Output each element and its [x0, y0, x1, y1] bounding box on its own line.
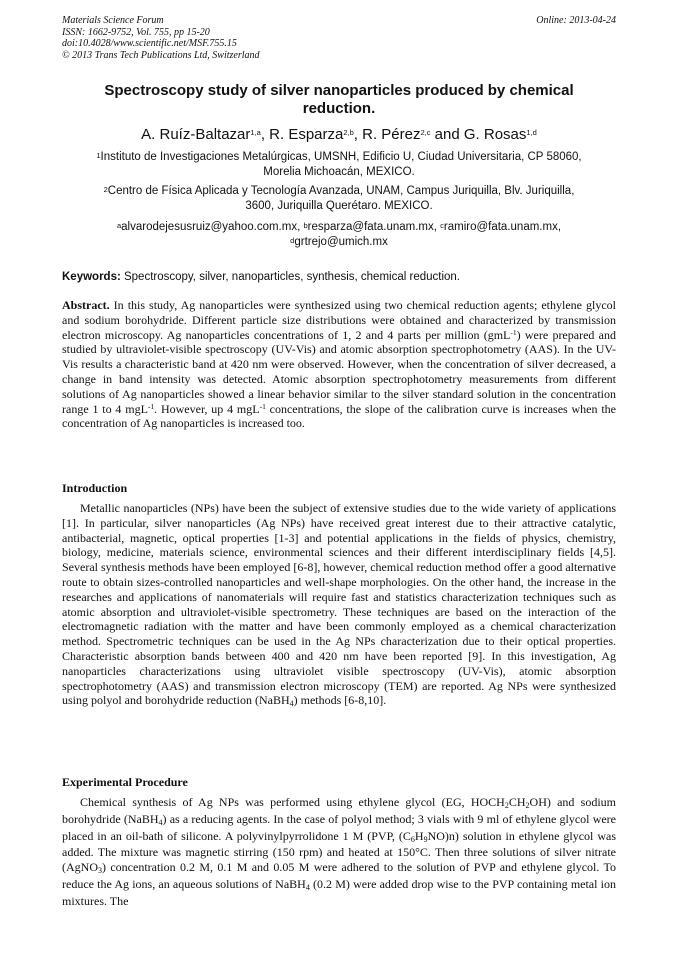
title-line-1: Spectroscopy study of silver nanoparticles produced by chemical	[104, 82, 574, 99]
title-line-2: reduction.	[302, 100, 376, 117]
author-2: , R. Esparza	[260, 126, 344, 143]
affiliation-2-line-1: Centro de Física Aplicada y Tecnología Avanzada, UNAM, Campus Juriquilla, Blv. Juriquilla,	[107, 185, 575, 197]
abstract	[62, 298, 616, 431]
doi: doi:10.4028/www.scientific.net/MSF.755.15	[62, 38, 237, 49]
abstract-sup-1: -1	[510, 327, 517, 337]
email-a[interactable]: alvarodejesusruiz@yahoo.com.mx,	[121, 221, 304, 233]
email-d[interactable]: grtrejo@umich.mx	[294, 236, 388, 248]
experimental-sub-3: 4	[158, 817, 163, 827]
experimental-sub-6: 3	[98, 866, 102, 876]
abstract-text-4: concentrations, the slope of the calibration curve is increases when the concentration of Ag nanoparticles is increased too.	[62, 401, 616, 431]
journal-header	[62, 15, 260, 61]
experimental-sub-5: 9	[423, 834, 428, 844]
abstract-sup-2: -1	[147, 401, 155, 411]
experimental-text-6: NO)n) solution in ethylene glycol was added. The mixture was magnetic stirring (150 rpm) and heated at 150°C. Then three solutions of silver nitrate (AgNO	[62, 828, 617, 875]
experimental-text-7: ) concentration 0.2 M, 0.1 M and 0.05 M were adhered to the solution of PVP and ethylene glycol. To reduce the Ag ions, an aqueous solutions of NaBH	[62, 860, 616, 891]
paper-title	[62, 82, 616, 118]
email-c[interactable]: ramiro@fata.unam.mx,	[443, 221, 562, 233]
email-d-marker: d	[290, 236, 295, 245]
introduction-text-1: Metallic nanoparticles (NPs) have been the subject of extensive studies due to the wide variety of applications [1]. In particular, silver nanoparticles (Ag NPs) have received great interest due to their attractive catalytic, antibacterial, magnetic, optical properties [1-3] and potential applications in the fields of physics, chemistry, biology, medicine, materials science, environmental sciences and their different interdisciplinary fields [4,5]. Several synthesis methods have been employed [6-8], however, chemical reduction method offer a good alternative route to obtain sizes-controlled nanoparticles and well-shape morphologies. On the other hand, the increase in the researches and applications of nanomaterials will require fast and statistics characterization techniques such as atomic absorption and ultraviolet-visible spectrometry. These techniques are based on the interaction of the electromagnetic radiation with the matter and have been commonly employed as a chemical characterization method. Spectrometric techniques can be used in the Ag NPs characterization due to their optical properties. Characteristic absorption bands between 400 and 420 nm have been reported [9]. In this investigation, Ag nanoparticles characterizations using ultraviolet visible spectroscopy (UV-Vis), atomic absorption spectrophotometry (AAS) and transmission electron microscopy (TEM) are reported. Ag NPs were synthesized using polyol and borohydride reduction (NaBH	[62, 501, 616, 708]
experimental-text-8: (0.2 M) were added drop wise to the PVP containing metal ion mixtures. The	[62, 876, 616, 908]
author-1-affiliation: 1,a	[250, 128, 261, 137]
experimental-sub-1: 2	[504, 801, 509, 810]
experimental-paragraph	[62, 795, 616, 909]
author-3: , R. Pérez	[353, 126, 421, 143]
affiliation-2	[62, 184, 616, 214]
experimental-sub-4: 6	[410, 834, 415, 844]
keywords-text: Spectroscopy, silver, nanoparticles, synthesis, chemical reduction.	[120, 271, 460, 283]
affiliation-1-line-1: Instituto de Investigaciones Metalúrgicas, UMSNH, Edificio U, Ciudad Universitaria, CP 58060,	[100, 151, 582, 163]
author-4: and G. Rosas	[430, 126, 527, 143]
abstract-text-3: . However, up 4 mgL	[154, 401, 260, 416]
introduction-paragraph	[62, 501, 616, 710]
experimental-text-3: OH) and sodium borohydride (NaBH	[62, 795, 616, 826]
affiliation-1	[62, 150, 616, 180]
author-2-affiliation: 2,b	[343, 128, 354, 137]
author-emails	[62, 220, 616, 250]
abstract-label: Abstract.	[62, 298, 110, 312]
experimental-sub-2: 2	[525, 801, 530, 810]
author-3-affiliation: 2,c	[420, 128, 431, 137]
affiliation-1-line-2: Morelia Michoacán, MEXICO.	[263, 166, 415, 178]
experimental-heading: Experimental Procedure	[62, 775, 188, 789]
experimental-text-2: CH	[508, 795, 526, 809]
abstract-text-2: ) were prepared and studied by ultraviolet-visible spectroscopy (UV-Vis) and atomic absorption spectrophotometry (AAS). In the UV-Vis results a characteristic band at 420 nm were observed. However, when the concentration of silver decreased, a change in band intensity was detected. Atomic absorption spectrophotometry measurements from different solutions of Ag nanoparticles showed a linear behavior similar to the silver standard solution in the concentration range 1 to 4 mgL	[62, 327, 616, 416]
introduction-heading: Introduction	[62, 481, 128, 495]
keywords	[62, 270, 616, 285]
keywords-label: Keywords:	[62, 271, 121, 283]
issn: ISSN: 1662-9752, Vol. 755, pp 15-20	[62, 26, 210, 38]
author-1: A. Ruíz-Baltazar	[141, 126, 251, 143]
experimental-text-4: ) as a reducing agents. In the case of polyol method; 3 vials with 9 ml of ethylene glycol were placed in an oil-bath of silicone. A polyvinylpyrrolidone 1 M (PVP, (C	[62, 811, 617, 843]
email-b-marker: b	[303, 221, 308, 230]
journal-name: Materials Science Forum	[62, 15, 164, 26]
experimental-sub-7: 4	[305, 882, 310, 892]
online-date: Online: 2013-04-24	[536, 15, 616, 26]
email-c-marker: c	[440, 221, 444, 230]
introduction-text-2: ) methods [6-8,10].	[293, 693, 387, 708]
author-4-affiliation: 1,d	[526, 128, 537, 137]
affiliation-1-marker: 1	[96, 151, 101, 160]
email-b[interactable]: resparza@fata.unam.mx,	[307, 221, 441, 233]
experimental-text-5: H	[414, 828, 424, 843]
affiliation-2-line-2: 3600, Juriquilla Querétaro. MEXICO.	[245, 200, 433, 212]
copyright: © 2013 Trans Tech Publications Ltd, Switzerland	[62, 49, 260, 61]
experimental-text-1: Chemical synthesis of Ag NPs was performed using ethylene glycol (EG, HOCH	[80, 795, 505, 809]
abstract-text-1: In this study, Ag nanoparticles were synthesized using two chemical reduction agents; ethylene glycol and sodium borohydride. Different particle size distributions were obtained and characterized by transmission electron microscopy. Ag nanoparticles concentrations of 1, 2 and 4 parts per million (gmL	[62, 298, 616, 342]
affiliation-2-marker: 2	[103, 185, 108, 194]
email-a-marker: a	[116, 221, 122, 230]
introduction-sub-1: 4	[289, 699, 294, 709]
author-list	[62, 126, 616, 143]
abstract-sup-3: -1	[259, 401, 266, 411]
